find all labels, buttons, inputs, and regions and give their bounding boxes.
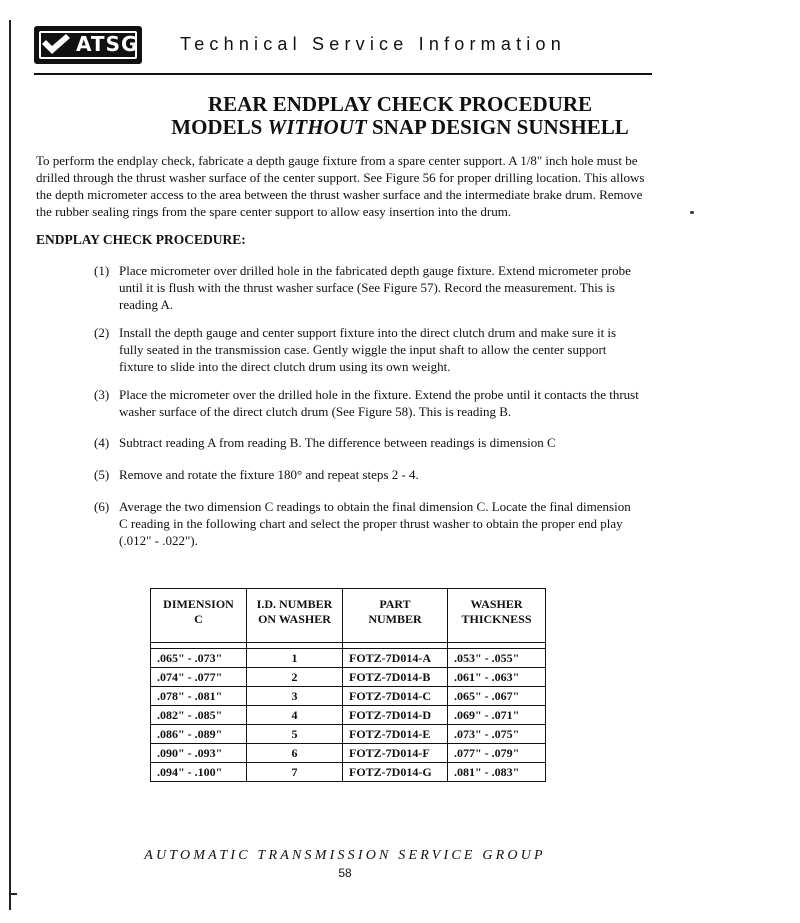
footer-organization: AUTOMATIC TRANSMISSION SERVICE GROUP bbox=[144, 848, 546, 863]
table-row bbox=[151, 687, 546, 706]
checkmark-icon bbox=[42, 34, 70, 54]
step-text: Place the micrometer over the drilled hole in the fixture. Extend the probe until it contacts the thrust washer surface of the direct clutch drum (See Figure 58). This is reading B. bbox=[119, 387, 639, 419]
page-header bbox=[34, 26, 654, 76]
step-number: (2) bbox=[94, 325, 110, 340]
id-number-cell: 3 bbox=[247, 687, 343, 706]
thickness-cell: .081" - .083" bbox=[448, 763, 546, 782]
step-number: (5) bbox=[94, 467, 110, 482]
thickness-cell: .061" - .063" bbox=[448, 668, 546, 687]
part-number-cell: FOTZ-7D014-B bbox=[343, 668, 448, 687]
table-row bbox=[151, 668, 546, 687]
thickness-cell: .065" - .067" bbox=[448, 687, 546, 706]
thickness-cell: .053" - .055" bbox=[448, 649, 546, 668]
dimension-cell: .078" - .081" bbox=[151, 687, 247, 706]
scan-edge-foot bbox=[9, 893, 17, 895]
page-title-line2: MODELS WITHOUT SNAP DESIGN SUNSHELL bbox=[171, 115, 629, 139]
dimension-cell: .090" - .093" bbox=[151, 744, 247, 763]
dimension-cell: .094" - .100" bbox=[151, 763, 247, 782]
header-title: Technical Service Information bbox=[180, 34, 566, 54]
part-number-cell: FOTZ-7D014-D bbox=[343, 706, 448, 725]
step-text: Average the two dimension C readings to obtain the final dimension C. Locate the final dimension C reading in the following chart and select the proper thrust washer to obtain the proper end play (.012" - .022"). bbox=[119, 499, 631, 548]
dimension-cell: .074" - .077" bbox=[151, 668, 247, 687]
step-number: (4) bbox=[94, 435, 110, 450]
thickness-cell: .069" - .071" bbox=[448, 706, 546, 725]
washer-selection-table bbox=[150, 588, 546, 782]
part-number-cell: FOTZ-7D014-C bbox=[343, 687, 448, 706]
step-number: (3) bbox=[94, 387, 110, 402]
thickness-cell: .073" - .075" bbox=[448, 725, 546, 744]
table-row bbox=[151, 706, 546, 725]
part-number-cell: FOTZ-7D014-G bbox=[343, 763, 448, 782]
intro-paragraph: To perform the endplay check, fabricate a depth gauge fixture from a spare center support. A 1/8" inch hole must be drilled through the thrust washer surface of the center support. See Figure 56 for proper drilling location. This allows the depth micrometer access to the area between the thrust washer surface and the intermediate brake drum. Remove the rubber sealing rings from the spare center support to allow easy insertion into the drum. bbox=[36, 153, 645, 219]
table-row bbox=[151, 725, 546, 744]
part-number-cell: FOTZ-7D014-A bbox=[343, 649, 448, 668]
table-row bbox=[151, 763, 546, 782]
part-number-cell: FOTZ-7D014-F bbox=[343, 744, 448, 763]
column-header: PART NUMBER bbox=[343, 589, 448, 643]
id-number-cell: 2 bbox=[247, 668, 343, 687]
section-heading: ENDPLAY CHECK PROCEDURE: bbox=[36, 232, 246, 247]
id-number-cell: 4 bbox=[247, 706, 343, 725]
step-number: (1) bbox=[94, 263, 110, 278]
table-row bbox=[151, 649, 546, 668]
page-number: 58 bbox=[338, 866, 352, 880]
part-number-cell: FOTZ-7D014-E bbox=[343, 725, 448, 744]
step-text: Subtract reading A from reading B. The difference between readings is dimension C bbox=[119, 435, 556, 450]
page-title-line1: REAR ENDPLAY CHECK PROCEDURE bbox=[207, 92, 593, 116]
header-rule bbox=[34, 73, 652, 75]
scan-speck bbox=[690, 211, 694, 214]
thickness-cell: .077" - .079" bbox=[448, 744, 546, 763]
id-number-cell: 1 bbox=[247, 649, 343, 668]
table-header-row bbox=[151, 589, 546, 643]
scan-edge-line bbox=[9, 20, 11, 910]
dimension-cell: .065" - .073" bbox=[151, 649, 247, 668]
atsg-logo bbox=[34, 26, 142, 64]
column-header: WASHER THICKNESS bbox=[448, 589, 546, 643]
table-row bbox=[151, 744, 546, 763]
logo-text: ATSG bbox=[76, 32, 139, 56]
step-text: Install the depth gauge and center support fixture into the direct clutch drum and make sure it is fully seated in the transmission case. Gently wiggle the input shaft to allow the center support fixture to slide into the direct clutch drum using its own weight. bbox=[119, 325, 617, 374]
step-text: Remove and rotate the fixture 180° and repeat steps 2 - 4. bbox=[119, 467, 419, 482]
step-number: (6) bbox=[94, 499, 110, 514]
title-emphasis: WITHOUT bbox=[267, 115, 367, 139]
column-header: I.D. NUMBER ON WASHER bbox=[247, 589, 343, 643]
id-number-cell: 6 bbox=[247, 744, 343, 763]
id-number-cell: 7 bbox=[247, 763, 343, 782]
dimension-cell: .082" - .085" bbox=[151, 706, 247, 725]
step-text: Place micrometer over drilled hole in the fabricated depth gauge fixture. Extend micrometer probe until it is flush with the thrust washer surface (See Figure 57). Record the measurement. This is reading A. bbox=[119, 263, 631, 312]
id-number-cell: 5 bbox=[247, 725, 343, 744]
column-header: DIMENSION C bbox=[151, 589, 247, 643]
dimension-cell: .086" - .089" bbox=[151, 725, 247, 744]
